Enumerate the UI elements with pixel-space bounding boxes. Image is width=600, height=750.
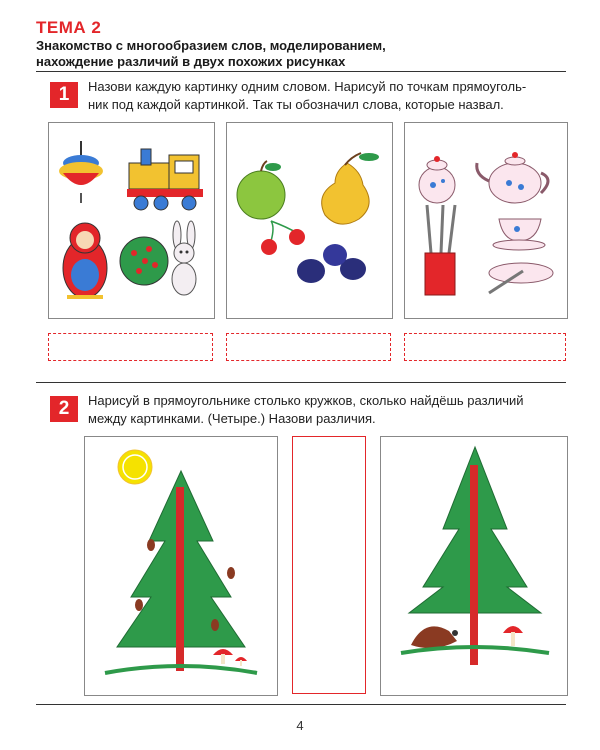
mushroom-icon xyxy=(503,626,523,646)
picture-left xyxy=(84,436,278,696)
fir-tree-icon xyxy=(117,471,245,671)
subtitle-line-2: нахождение различий в двух похожих рисунках xyxy=(36,54,346,69)
apple-icon xyxy=(237,161,285,219)
task-2-line-2: между картинками. (Четыре.) Назови различия. xyxy=(88,411,376,426)
ball-icon xyxy=(120,237,168,285)
answer-box-dishes[interactable] xyxy=(404,333,566,361)
toy-train-icon xyxy=(127,149,203,210)
card-fruits xyxy=(226,122,393,319)
answer-box-toys[interactable] xyxy=(48,333,213,361)
card-toys xyxy=(48,122,215,319)
answer-box-fruits[interactable] xyxy=(226,333,391,361)
section-divider xyxy=(36,382,566,383)
sugar-bowl-icon xyxy=(419,156,455,203)
cutlery-cup-icon xyxy=(425,205,455,295)
subtitle xyxy=(36,38,576,70)
plate-spoon-icon xyxy=(489,263,553,293)
teapot-icon xyxy=(477,152,548,203)
matryoshka-icon xyxy=(63,223,107,299)
cherries-icon xyxy=(261,221,305,255)
sun-icon xyxy=(118,450,152,484)
task-1-number: 1 xyxy=(50,82,78,108)
hedgehog-icon xyxy=(411,626,458,648)
answer-rectangle[interactable] xyxy=(292,436,366,694)
task-2-number: 2 xyxy=(50,396,78,422)
page-number: 4 xyxy=(296,718,304,733)
card-dishes xyxy=(404,122,568,319)
teacup-icon xyxy=(493,219,545,250)
task-1-line-2: ник под каждой картинкой. Так ты обозначил слова, которые назвал. xyxy=(88,97,504,112)
task-2-line-1: Нарисуй в прямоугольнике столько кружков, сколько найдёшь различий xyxy=(88,393,524,408)
task-2-instructions xyxy=(88,392,578,428)
mushroom-icon xyxy=(213,649,247,666)
spinning-top-icon xyxy=(59,141,103,203)
header-divider xyxy=(36,71,566,72)
picture-right xyxy=(380,436,568,696)
theme-title: ТЕМА 2 xyxy=(36,18,102,37)
plums-icon xyxy=(297,244,366,283)
task-1-instructions xyxy=(88,78,578,114)
toy-bunny-icon xyxy=(172,221,196,295)
task-1-line-1: Назови каждую картинку одним словом. Нарисуй по точкам прямоуголь- xyxy=(88,79,527,94)
subtitle-line-1: Знакомство с многообразием слов, моделированием, xyxy=(36,38,386,53)
pear-icon xyxy=(322,153,379,224)
footer-divider xyxy=(36,704,566,705)
